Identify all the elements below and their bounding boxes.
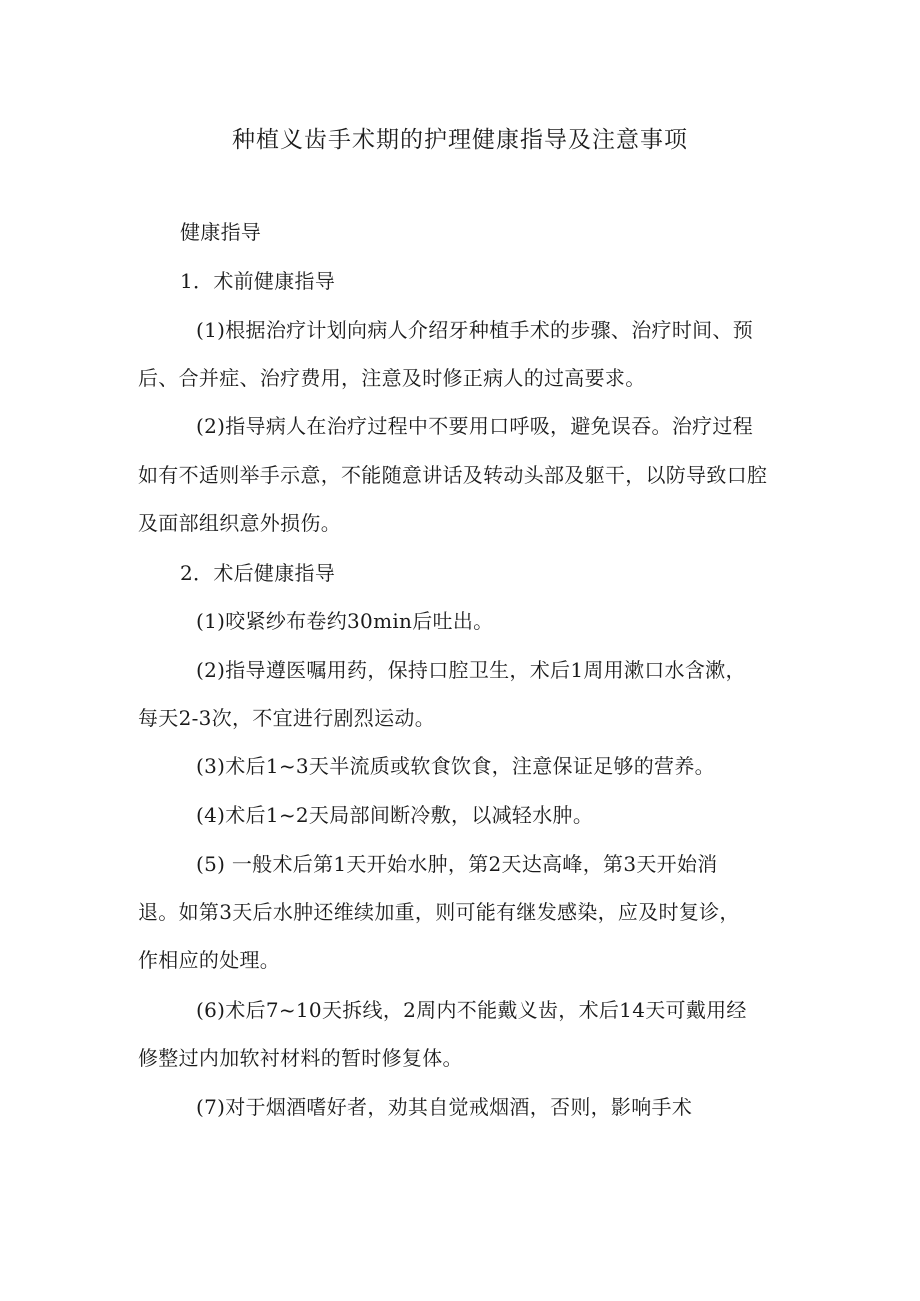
paragraph-line: (5) 一般术后第1天开始水肿，第2天达高峰，第3天开始消 xyxy=(196,852,718,876)
paragraph-line: (3)术后1~3天半流质或软食饮食，注意保证足够的营养。 xyxy=(196,754,715,778)
subsection-heading-preop: 1．术前健康指导 xyxy=(180,269,336,293)
paragraph-line: 如有不适则举手示意，不能随意讲话及转动头部及躯干，以防导致口腔 xyxy=(138,463,768,487)
paragraph-line: 后、合并症、治疗费用，注意及时修正病人的过高要求。 xyxy=(138,366,646,390)
subsection-heading-postop: 2．术后健康指导 xyxy=(180,561,336,585)
paragraph-line: (1)根据治疗计划向病人介绍牙种植手术的步骤、治疗时间、预 xyxy=(196,318,754,342)
paragraph-line: (6)术后7~10天拆线，2周内不能戴义齿，术后14天可戴用经 xyxy=(196,998,747,1022)
paragraph-line: 修整过内加软衬材料的暂时修复体。 xyxy=(138,1046,463,1070)
paragraph-line: (2)指导遵医嘱用药，保持口腔卫生，术后1周用漱口水含漱， xyxy=(196,658,746,682)
section-heading-health-guidance: 健康指导 xyxy=(180,220,262,244)
paragraph-line: 每天2-3次，不宜进行剧烈运动。 xyxy=(138,706,436,730)
paragraph-line: 及面部组织意外损伤。 xyxy=(138,511,341,535)
paragraph-line: 退。如第3天后水肿还维续加重，则可能有继发感染，应及时复诊， xyxy=(138,900,740,924)
document-title: 种植义齿手术期的护理健康指导及注意事项 xyxy=(232,127,688,153)
paragraph-line: (2)指导病人在治疗过程中不要用口呼吸，避免误吞。治疗过程 xyxy=(196,414,754,438)
paragraph-line: 作相应的处理。 xyxy=(138,948,281,972)
paragraph-line: (1)咬紧纱布卷约30min后吐出。 xyxy=(196,609,494,633)
paragraph-line: (7)对于烟酒嗜好者，劝其自觉戒烟酒，否则，影响手术 xyxy=(196,1095,693,1119)
paragraph-line: (4)术后1~2天局部间断冷敷，以减轻水肿。 xyxy=(196,803,594,827)
